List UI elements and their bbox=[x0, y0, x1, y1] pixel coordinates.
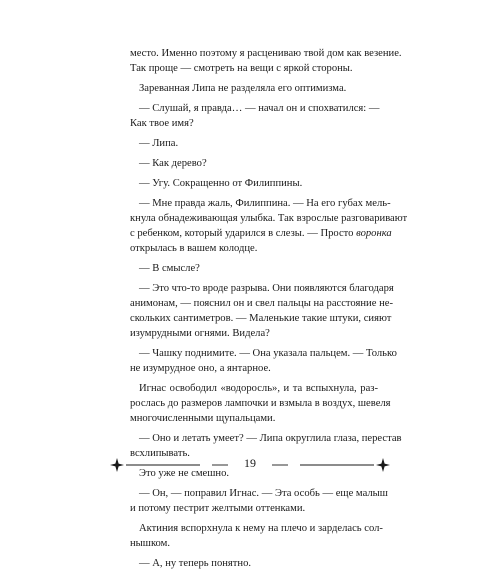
text-line bbox=[130, 362, 378, 377]
text-segment: рослась до размеров лампочки и взмыла в воздух, шевеля bbox=[130, 397, 391, 409]
text-segment: анимонам, — пояснил он и свел пальцы на расстояние не- bbox=[130, 297, 393, 309]
right-crescent-icon bbox=[291, 458, 298, 472]
text-segment: Актиния вспорхнула к нему на плечо и зарделась сол- bbox=[139, 522, 383, 534]
text-line bbox=[130, 382, 378, 397]
text-line bbox=[130, 487, 388, 502]
text-segment: нышком. bbox=[130, 537, 171, 549]
text-line bbox=[130, 432, 402, 447]
text-line bbox=[130, 227, 392, 242]
text-line bbox=[130, 412, 378, 427]
text-line bbox=[130, 157, 378, 172]
text-line bbox=[130, 47, 402, 62]
text-segment: место. Именно поэтому я расцениваю твой дом как везение. bbox=[130, 48, 402, 59]
text-segment: — В смысле? bbox=[139, 263, 200, 274]
text-line bbox=[130, 137, 378, 152]
text-line bbox=[130, 262, 378, 277]
text-segment: кнула обнадеживающая улыбка. Так взрослые разговаривают bbox=[130, 213, 408, 225]
text-line bbox=[130, 242, 378, 257]
text-segment: Игнас освободил «водоросль», и та вспыхнула, раз- bbox=[139, 382, 378, 394]
text-line bbox=[130, 82, 378, 97]
text-line bbox=[130, 62, 378, 77]
text-line bbox=[130, 117, 378, 132]
text-segment: с ребенком, который ударился в слезы. — Просто bbox=[130, 228, 357, 240]
text-segment: воронка bbox=[356, 228, 392, 240]
text-segment: не изумрудное оно, а янтарное. bbox=[130, 362, 271, 374]
text-line bbox=[130, 197, 391, 212]
text-segment: всхлипывать. bbox=[130, 447, 190, 459]
text-segment: изумрудными огнями. Видела? bbox=[130, 327, 270, 339]
text-segment: — Оно и летать умеет? — Липа округлила глаза, перестав bbox=[139, 432, 402, 444]
text-line bbox=[130, 347, 397, 362]
text-segment: — А, ну теперь понятно. bbox=[139, 557, 252, 569]
page-footer-ornament bbox=[0, 448, 500, 482]
text-line bbox=[130, 102, 378, 117]
text-segment: Так проще — смотреть на вещи с яркой стороны. bbox=[130, 62, 353, 74]
text-segment: Зареванная Липа не разделяла его оптимизма. bbox=[139, 82, 347, 94]
text-segment: — Угу. Сокращенно от Филиппины. bbox=[139, 178, 303, 190]
text-line bbox=[130, 502, 378, 517]
text-line bbox=[130, 327, 378, 342]
text-line bbox=[130, 312, 392, 327]
text-segment: скольких сантиметров. — Маленькие такие штуки, сияют bbox=[130, 312, 392, 324]
text-segment: — Слушай, я правда… — начал он и спохватился: — bbox=[139, 103, 380, 115]
text-segment: Это уже не смешно. bbox=[139, 467, 230, 479]
text-segment: многочисленными щупальцами. bbox=[130, 412, 276, 424]
text-segment: — Липа. bbox=[139, 138, 179, 150]
text-line bbox=[130, 557, 378, 572]
text-line bbox=[130, 522, 383, 537]
text-segment: — Чашку поднимите. — Она указала пальцем. — Только bbox=[139, 347, 397, 359]
right-star-icon bbox=[376, 458, 390, 472]
text-line bbox=[130, 537, 378, 552]
text-segment: и потому пестрит желтыми оттенками. bbox=[130, 502, 306, 514]
left-star-icon bbox=[110, 458, 124, 472]
text-segment: — Как дерево? bbox=[139, 158, 207, 170]
left-crescent-icon bbox=[202, 458, 209, 472]
text-segment: Как твое имя? bbox=[130, 117, 194, 129]
text-segment: — Мне правда жаль, Филиппина. — На его губах мель- bbox=[139, 198, 391, 210]
text-line bbox=[130, 397, 391, 412]
text-segment: — Это что-то вроде разрыва. Они появляются благодаря bbox=[139, 283, 394, 295]
book-page-text bbox=[130, 47, 408, 572]
text-line bbox=[130, 212, 408, 227]
page-number: 19 bbox=[244, 456, 256, 470]
text-line bbox=[130, 297, 393, 312]
text-segment: открылась в вашем колодце. bbox=[130, 242, 258, 254]
text-segment: — Он, — поправил Игнас. — Эта особь — еще малыш bbox=[139, 487, 388, 499]
text-line bbox=[130, 282, 394, 297]
text-line bbox=[130, 177, 378, 192]
